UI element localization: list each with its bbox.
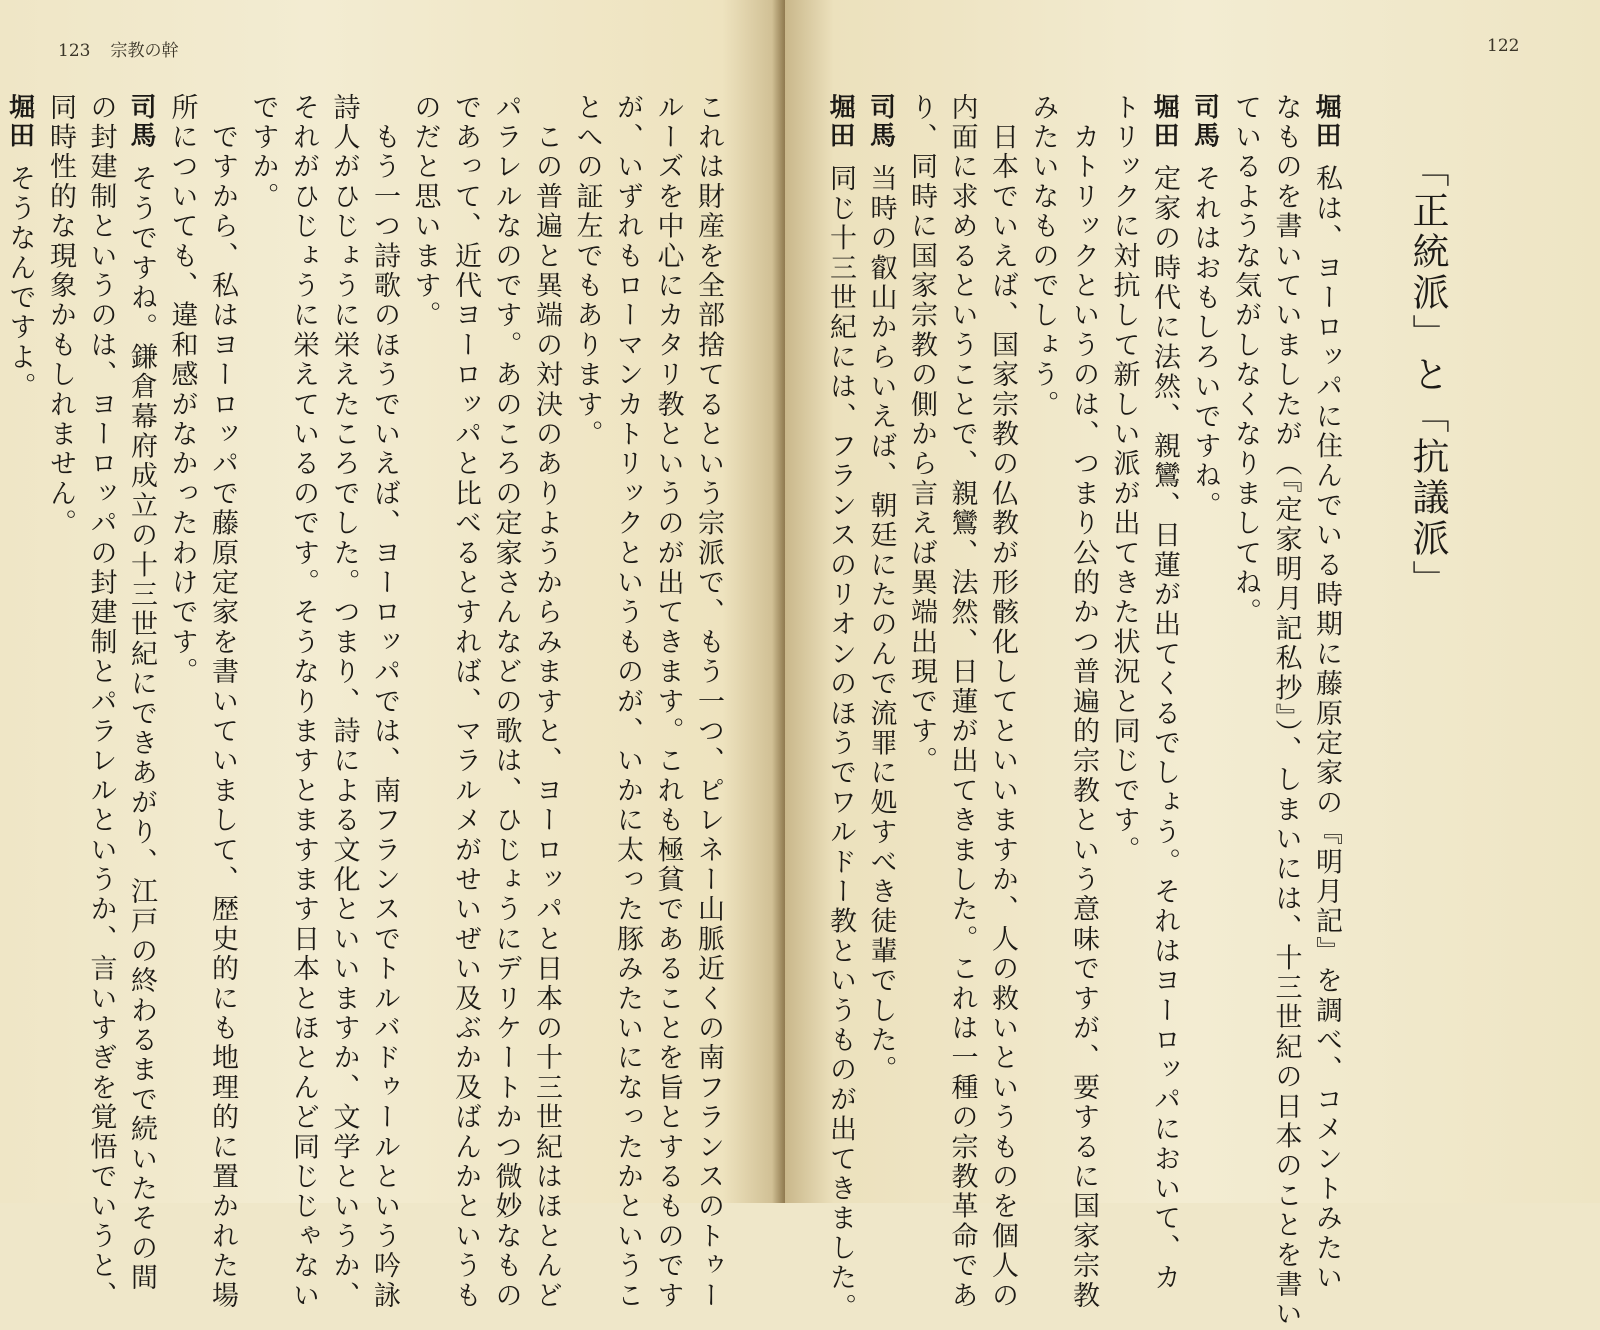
text-line [121, 93, 162, 1294]
line-text: の封建制というのは、ヨーロッパの封建制とパラレルというか、言いすぎを覚悟でいうと、 [85, 93, 117, 1311]
speaker-label: 堀田 [1311, 93, 1341, 151]
text-line [688, 93, 729, 1311]
speaker-label: 堀田 [4, 93, 35, 151]
line-text: ているような気がしなくなりましてね。 [1230, 93, 1261, 628]
right-page-number: 122 [1487, 36, 1520, 56]
line-text: が、いずれもローマンカトリックというものが、いかに太った豚みたいになったかというこ [612, 93, 643, 1311]
text-line [901, 93, 942, 1153]
left-page-number: 123 [58, 41, 91, 61]
text-line [1225, 93, 1266, 1153]
line-text: パラレルなのです。あのころの定家さんなどの歌は、ひじょうにデリケートかつ微妙なもの [490, 93, 522, 1311]
line-text: 当時の叡山からいえば、朝廷にたのんで流罪に処すべき徒輩でした。 [865, 164, 897, 1086]
line-text: 私は、ヨーロッパに住んでいる時期に藤原定家の『明月記』を調べ、コメントみたい [1311, 164, 1342, 1294]
text-line [364, 93, 405, 1311]
text-line [820, 93, 861, 1323]
text-line [283, 93, 324, 1311]
text-line [1306, 93, 1347, 1294]
line-text: 日本でいえば、国家宗教の仏教が形骸化してといいますか、人の救いというものを個人の [987, 93, 1018, 1311]
running-header: 宗教の幹 [110, 41, 179, 61]
line-text: とへの証左でもあります。 [571, 93, 603, 450]
text-line [526, 93, 567, 1311]
line-text: のだと思います。 [409, 93, 441, 331]
line-text: 定家の時代に法然、親鸞、日蓮が出てくるでしょう。それはヨーロッパにおいて、カ [1149, 164, 1180, 1294]
text-line [982, 93, 1023, 1311]
text-line [566, 93, 607, 1153]
line-text: であって、近代ヨーロッパと比べるとすれば、マラルメがせいぜい及ぶか及ばんかというも [450, 93, 481, 1311]
text-line [323, 93, 364, 1311]
line-text: これは財産を全部捨てるという宗派で、もう一つ、ピレネー山脈近くの南フランスのトゥー [693, 93, 724, 1311]
line-text: もう一つ詩歌のほうでいえば、ヨーロッパでは、南フランスでトルバドゥールという吟詠 [369, 93, 400, 1311]
left-page-body [4, 93, 728, 1311]
line-text: この普遍と異端の対決のありようからみますと、ヨーロッパと日本の十三世紀はほとんど [531, 93, 562, 1311]
text-line [404, 93, 445, 1153]
speaker-label: 司馬 [1189, 93, 1220, 151]
line-text: り、同時に国家宗教の側から言えば異端出現です。 [906, 93, 937, 777]
line-text: それがひじょうに栄えているのです。そうなりますとますます日本とほとんど同じじゃない [288, 93, 319, 1311]
line-text: 所についても、違和感がなかったわけです。 [166, 93, 198, 687]
left-page-header [58, 36, 178, 61]
speaker-label: 司馬 [865, 93, 896, 151]
text-line [1265, 93, 1306, 1330]
text-line [445, 93, 486, 1311]
right-page-body [825, 93, 1346, 1330]
text-line [161, 93, 202, 1153]
line-text: ルーズを中心にカタリ教というのが出てきます。これも極貧であることを旨とするものです [652, 93, 684, 1311]
text-line [485, 93, 526, 1311]
text-line [1063, 93, 1104, 1311]
line-text: みたいなものでしょう。 [1027, 93, 1059, 420]
speaker-label: 堀田 [825, 93, 855, 151]
line-text: カトリックというのは、つまり公的かつ普遍的宗教という意味ですが、要するに国家宗教 [1068, 93, 1099, 1311]
text-line [860, 93, 901, 1153]
left-page [0, 0, 785, 1311]
text-line [941, 93, 982, 1311]
line-text: ですから、私はヨーロッパで藤原定家を書いていまして、歴史的にも地理的に置かれた場 [207, 93, 238, 1311]
text-line [607, 93, 648, 1311]
line-text: ですか。 [247, 93, 279, 212]
line-text: 同じ十三世紀には、フランスのリオンのほうでワルドー教というものが出てきました。 [825, 164, 856, 1323]
text-line [242, 93, 283, 1153]
text-line [0, 93, 40, 1153]
line-text: それはおもしろいですね。 [1189, 164, 1221, 521]
text-line [1144, 93, 1185, 1294]
line-text: なものを書いていましたが（『定家明月記私抄』）、しまいには、十三世紀の日本のことを書い [1270, 93, 1302, 1330]
speaker-label: 堀田 [1149, 93, 1179, 151]
line-text: そうですね。鎌倉幕府成立の十三世紀にできあがり、江戸の終わるまで続いたその間 [126, 164, 157, 1294]
text-line [1103, 93, 1144, 1153]
chapter-title: 「正統派」と「抗議派」 [1406, 150, 1449, 601]
line-text: 同時性的な現象かもしれません。 [45, 93, 76, 539]
line-text: 内面に求めるということで、親鸞、法然、日蓮が出てきました。これは一種の宗教革命であ [946, 93, 978, 1311]
text-line [1184, 93, 1225, 1153]
text-line [1022, 93, 1063, 1153]
text-line [647, 93, 688, 1311]
line-text: トリックに対抗して新しい派が出てきた状況と同じです。 [1108, 93, 1140, 866]
right-page-header [1487, 36, 1519, 56]
text-line [40, 93, 81, 1153]
text-line [80, 93, 121, 1311]
text-line [202, 93, 243, 1311]
speaker-label: 司馬 [126, 93, 156, 151]
line-text: そうなんですよ。 [4, 164, 36, 403]
line-text: 詩人がひじょうに栄えたころでした。つまり、詩による文化といいますか、文学というか、 [328, 93, 360, 1311]
